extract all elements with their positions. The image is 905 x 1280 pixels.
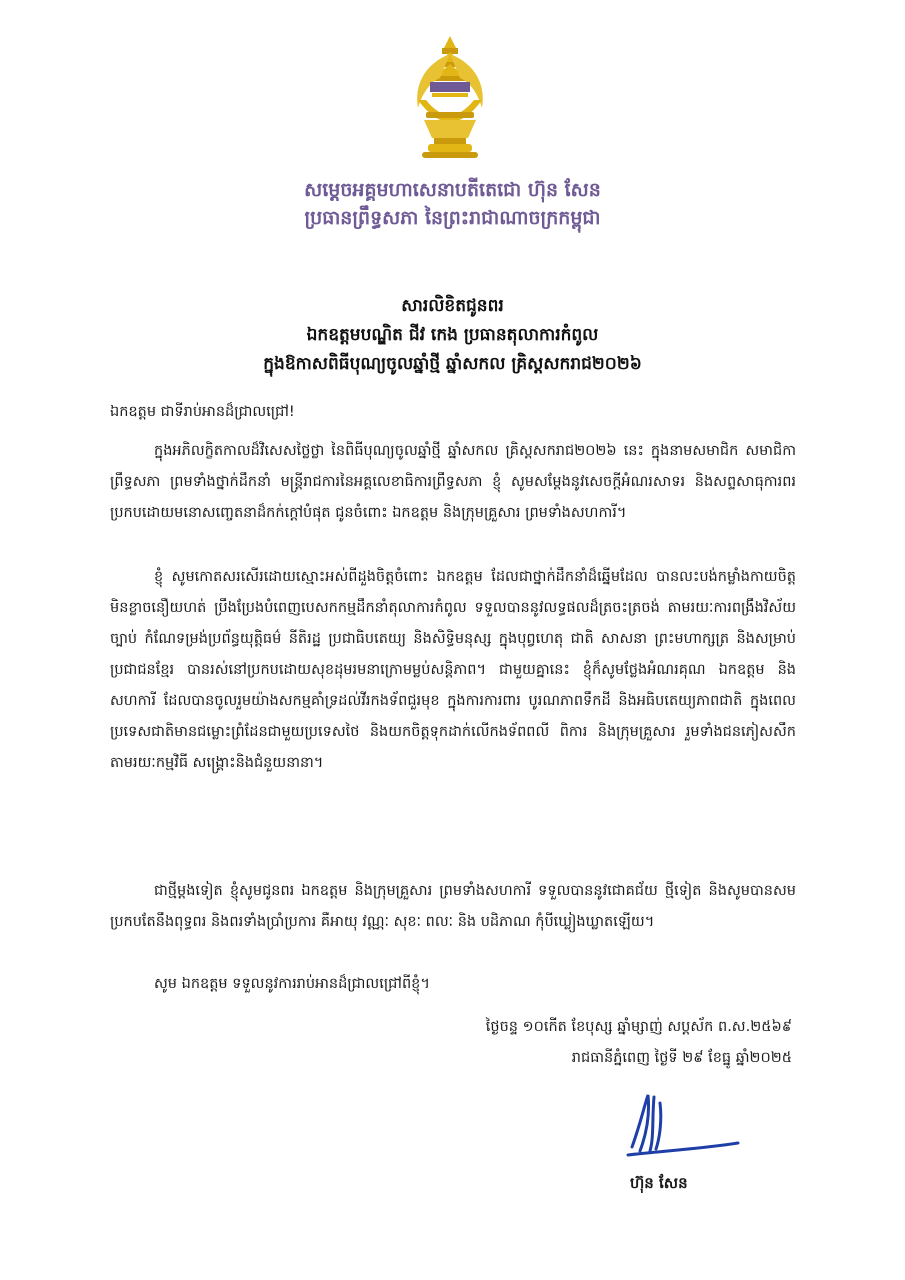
sender-name: សម្តេចអគ្គមហាសេនាបតីតេជោ ហ៊ុន សែន (304, 179, 601, 201)
date-lunar: ថ្ងៃចន្ទ ១០កើត ខែបុស្ស ឆ្នាំម្សាញ់ សប្តស័ក ព.ស.២៥៦៩ (485, 1019, 792, 1035)
body-paragraph-2: ខ្ញុំ សូមកោតសរសើរដោយស្មោះអស់ពីដួងចិត្តចំពោះ ឯកឧត្តម ដែលជាថ្នាក់ដឹកនាំដ៏ឆ្នើមដែល បានលះបង់កម្លាំងកាយចិត្ត មិនខ្លាចនឿយហត់ ប្រឹងប្រែងបំពេញបេសកកម្មដឹកនាំតុលាការកំពូល ទទួលបាននូវលទ្ធផលដ៏ត្រចះត្រចង់ តាមរយៈការពង្រឹងវិស័យច្បាប់ កំណែទម្រង់ប្រព័ន្ធយុត្តិធម៌ នីតិរដ្ឋ ប្រជាធិបតេយ្យ និងសិទ្ធិមនុស្ស ក្នុងបុព្វហេតុ ជាតិ សាសនា ព្រះមហាក្សត្រ និងសម្រាប់ប្រជាជនខ្មែរ បានរស់នៅប្រកបដោយសុខដុមរមនាក្រោមម្លប់សន្តិភាព។ ជាមួយគ្នានេះ ខ្ញុំក៏សូមថ្លែងអំណរគុណ ឯកឧត្តម និងសហការី ដែលបានចូលរួមយ៉ាងសកម្មគាំទ្រដល់វីរកងទ័ពជួរមុខ ក្នុងការការពារ បូរណភាពទឹកដី និងអធិបតេយ្យភាពជាតិ ក្នុងពេលប្រទេសជាតិមានជម្លោះព្រំដែនជាមួយប្រទេសថៃ និងយកចិត្តទុកដាក់លើកងទ័ពពលី ពិការ និងក្រុមគ្រួសារ រួមទាំងជនភៀសសឹក តាមរយៈកម្មវិធី សង្គ្រោះនិងជំនួយនានា។ (110, 569, 796, 771)
letter-title-block (0, 292, 905, 379)
letter-recipient: ឯកឧត្តមបណ្ឌិត ជីវ កេង ប្រធានតុលាការកំពូល (306, 325, 599, 345)
letter-occasion: ក្នុងឱកាសពិធីបុណ្យចូលឆ្នាំថ្មី ឆ្នាំសកល គ្រិស្តសករាជ២០២៦ (263, 354, 642, 374)
body-paragraph-1: ក្នុងអភិលក្ខិតកាលដ៏វិសេសថ្លៃថ្លា នៃពិធីបុណ្យចូលឆ្នាំថ្មី ឆ្នាំសកល គ្រិស្តសករាជ២០២៦ នេះ ក្នុងនាមសមាជិក សមាជិកា ព្រឹទ្ធសភា ព្រមទាំងថ្នាក់ដឹកនាំ មន្ត្រីរាជការនៃអគ្គលេខាធិការព្រឹទ្ធសភា ខ្ញុំ សូមសម្តែងនូវសេចក្តីអំណរសាទរ និងសព្ទសាធុការពរ ប្រកបដោយមនោសញ្ចេតនាដ៏កក់ក្តៅបំផុត ជូនចំពោះ ឯកឧត្តម និងក្រុមគ្រួសារ ព្រមទាំងសហការី។ (110, 443, 796, 521)
sender-position: ប្រធានព្រឹទ្ធសភា នៃព្រះរាជាណាចក្រកម្ពុជា (304, 207, 601, 229)
date-solar: រាជធានីភ្នំពេញ ថ្ងៃទី ២៩ ខែធ្នូ ឆ្នាំ២០២៥ (571, 1050, 792, 1066)
letter-title: សារលិខិតជូនពរ (401, 296, 504, 316)
body-paragraph-3: ជាថ្មីម្តងទៀត ខ្ញុំសូមជូនពរ ឯកឧត្តម និងក្រុមគ្រួសារ ព្រមទាំងសហការី ទទួលបាននូវជោគជ័យ ថ្មីទៀត និងសូមបានសមប្រកបតែនឹងពុទ្ធពរ និងពរទាំងប្រាំប្រការ គឺអាយុ វណ្ណៈ សុខៈ ពលៈ និង បដិភាណ កុំបីឃ្លៀងឃ្លាតឡើយ។ (110, 883, 796, 930)
signature-image (610, 1085, 745, 1165)
salutation: ឯកឧត្តម ជាទីរាប់អានដ៏ជ្រាលជ្រៅ! (110, 404, 295, 420)
signer-name: ហ៊ុន សែន (630, 1174, 688, 1192)
closing-line: សូម ឯកឧត្តម ទទួលនូវការរាប់អានដ៏ជ្រាលជ្រៅពីខ្ញុំ។ (154, 976, 430, 992)
senate-emblem-icon (404, 34, 496, 166)
